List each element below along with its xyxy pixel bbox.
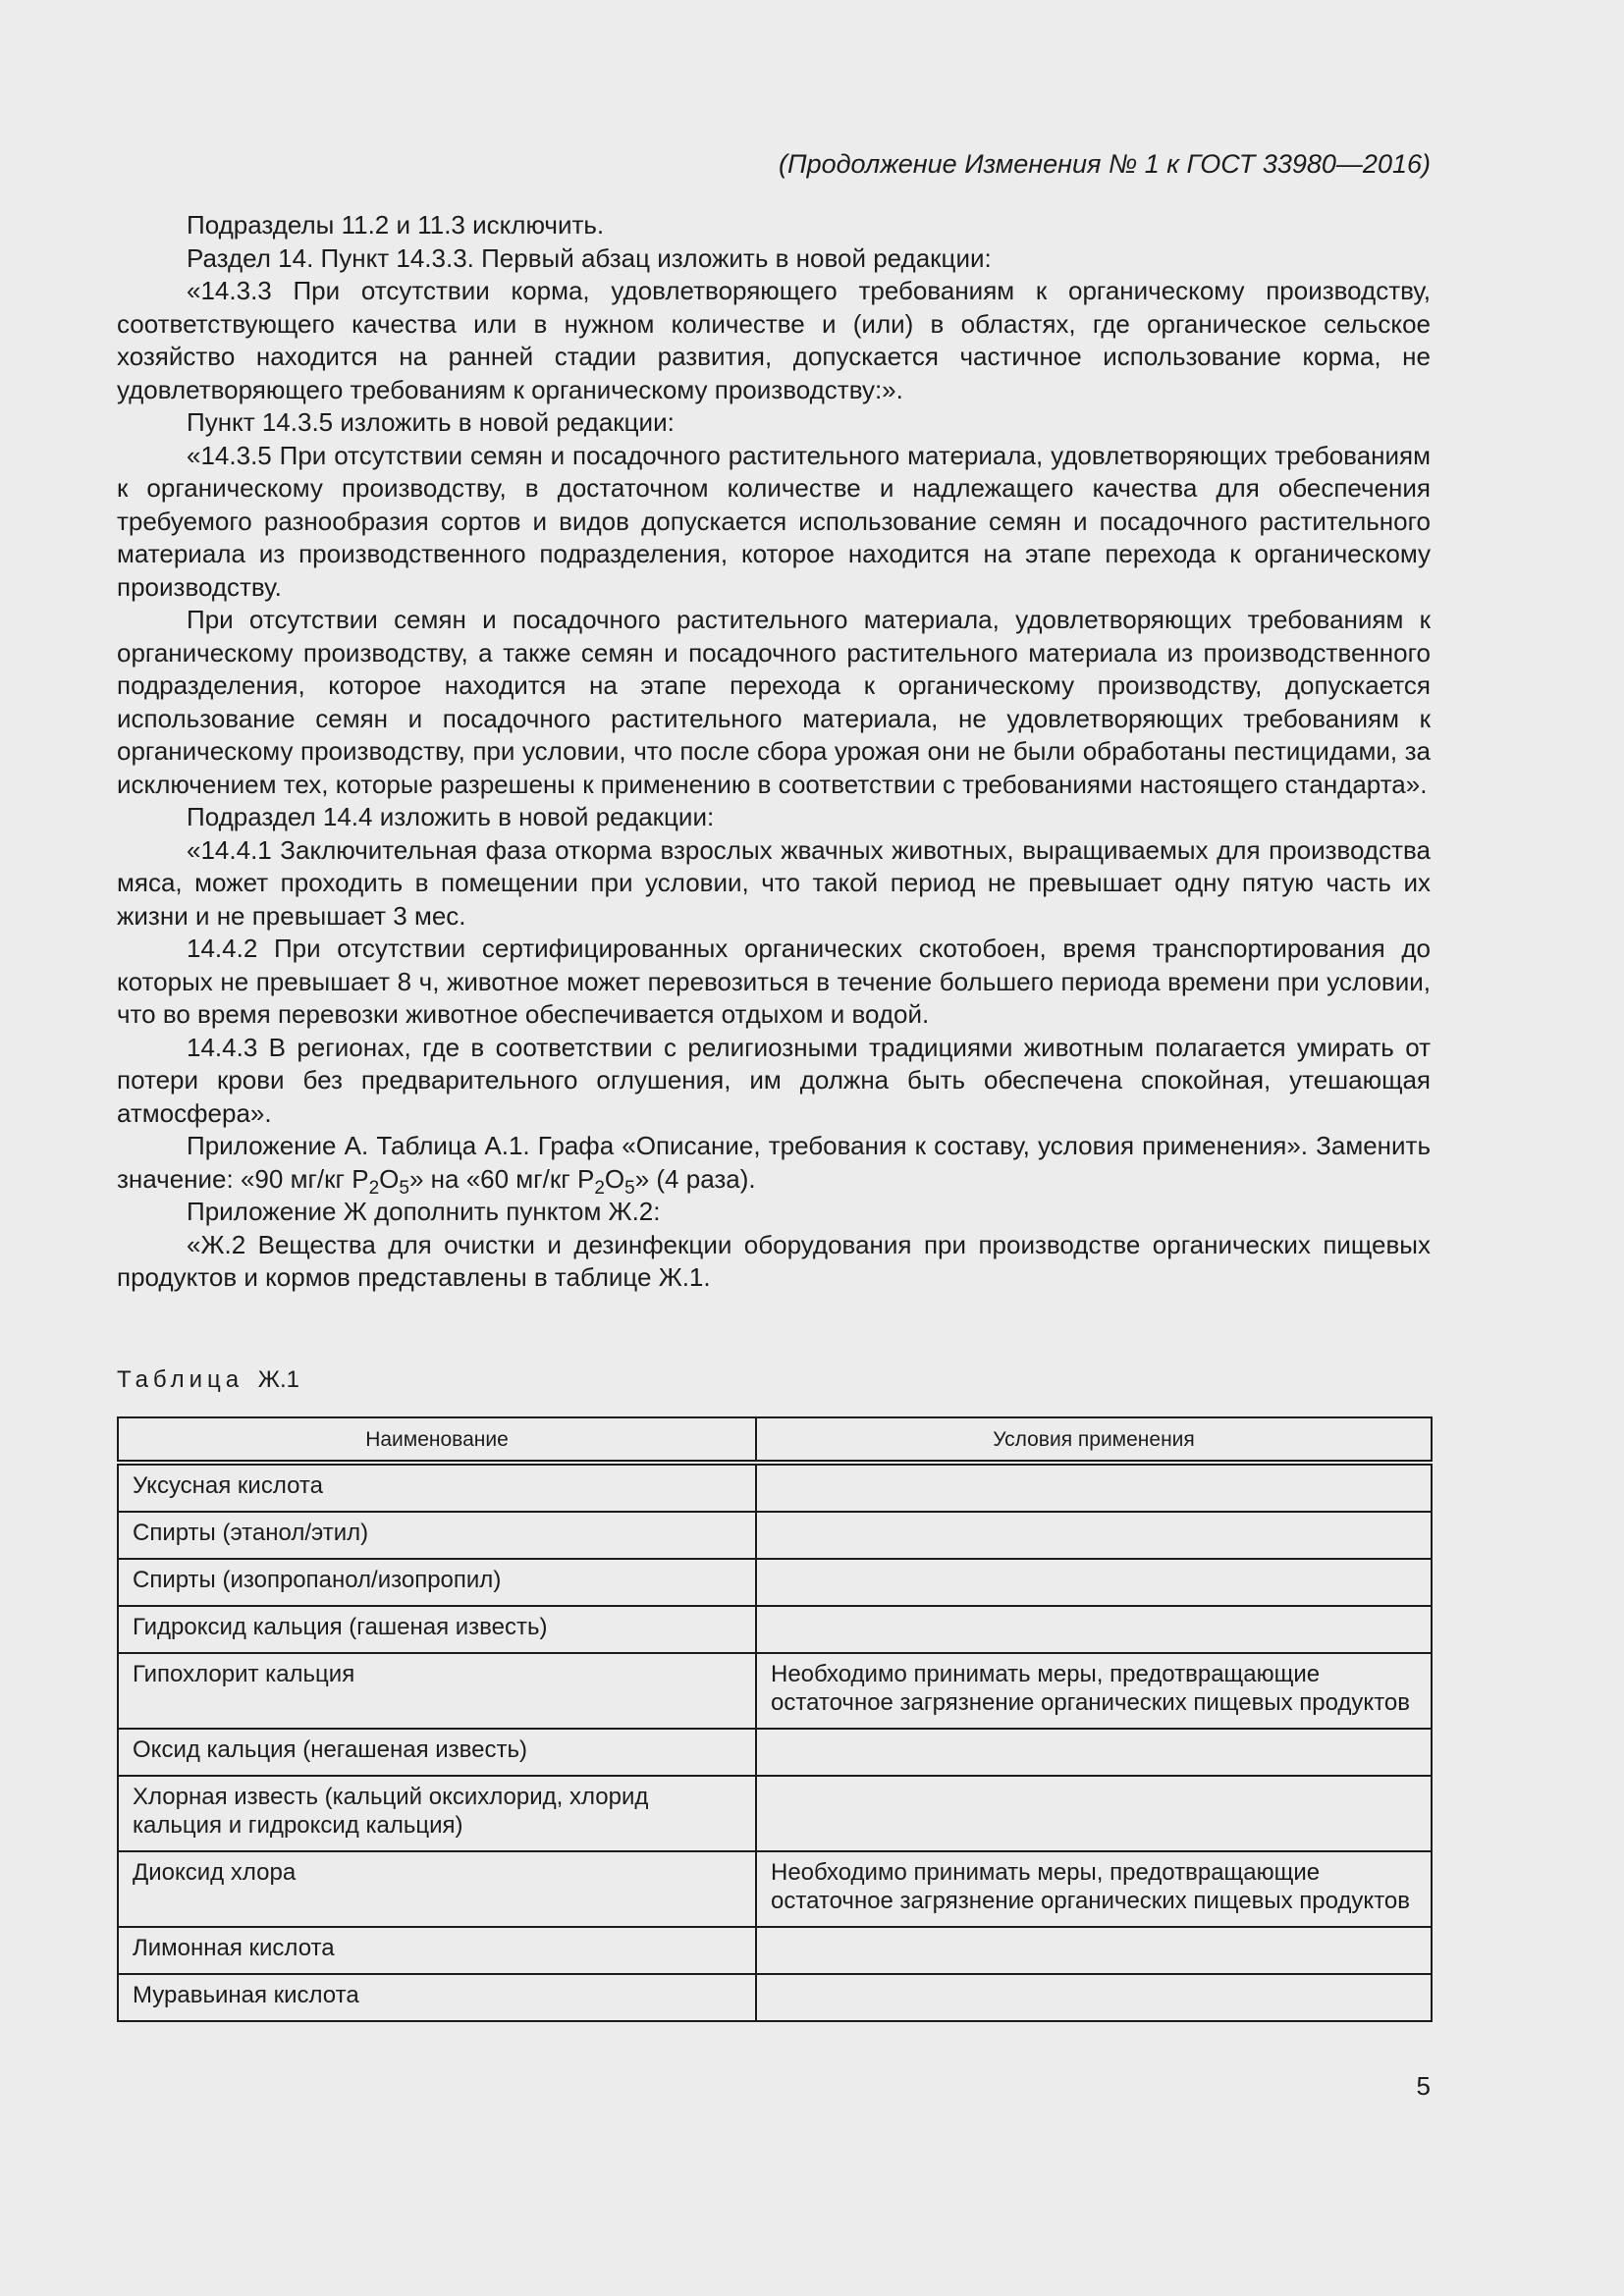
cell-name: Гипохлорит кальция <box>118 1653 756 1729</box>
cell-name: Диоксид хлора <box>118 1851 756 1927</box>
cell-conditions <box>756 1512 1432 1559</box>
paragraph: Подразделы 11.2 и 11.3 исключить. <box>187 210 605 240</box>
paragraph: При отсутствии семян и посадочного растительного материала, удовлетворяющих требованиям к органическому производству, а также семян и посадочного растительного материала из производственного подразделения, которое находится на этапе перехода к органическому производству, допускается использование семян и посадочного растительного материала, не удовлетворяющих требованиям к органическому производству, при условии, что после сбора урожая они не были обработаны пестицидами, за исключением тех, которые разрешены к применению в соответствии с требованиями настоящего стандарта». <box>117 605 1431 799</box>
subscript: 2 <box>594 1177 605 1199</box>
table-row <box>118 1851 1432 1927</box>
paragraph: «14.4.1 Заключительная фаза откорма взрослых жвачных животных, выращиваемых для производства мяса, может проходить в помещении при условии, что такой период не превышает одну пятую часть их жизни и не превышает 3 мес. <box>117 834 1431 931</box>
cell-name: Гидроксид кальция (гашеная известь) <box>118 1606 756 1653</box>
page-header: (Продолжение Изменения № 1 к ГОСТ 33980—2016) <box>779 149 1431 179</box>
cell-name: Оксид кальция (негашеная известь) <box>118 1729 756 1776</box>
cell-conditions <box>756 1463 1432 1512</box>
paragraph: Раздел 14. Пункт 14.3.3. Первый абзац изложить в новой редакции: <box>187 242 992 273</box>
table-row <box>118 1559 1432 1606</box>
subscript: 2 <box>368 1177 380 1199</box>
document-body <box>117 209 1431 1295</box>
paragraph: Пункт 14.3.5 изложить в новой редакции: <box>187 407 675 437</box>
table-row <box>118 1729 1432 1776</box>
cell-name: Муравьиная кислота <box>118 1974 756 2021</box>
table-header-row <box>118 1417 1432 1463</box>
cell-name: Хлорная известь (кальций оксихлорид, хлорид кальция и гидроксид кальция) <box>118 1776 756 1851</box>
cell-name: Спирты (этанол/этил) <box>118 1512 756 1559</box>
paragraph: Подраздел 14.4 изложить в новой редакции: <box>187 802 715 831</box>
paragraph: Приложение Ж дополнить пунктом Ж.2: <box>187 1197 661 1226</box>
paragraph: «14.3.5 При отсутствии семян и посадочного растительного материала, удовлетворяющих требованиям к органическому производству, в достаточном количестве и надлежащего качества для обеспечения требуемого разнообразия сортов и видов допускается использование семян и посадочного растительного материала из производственного подразделения, которое находится на этапе перехода к органическому производству. <box>117 440 1431 602</box>
table-caption <box>117 1364 299 1396</box>
column-header-conditions: Условия применения <box>756 1417 1432 1463</box>
cell-conditions <box>756 1606 1432 1653</box>
paragraph: «Ж.2 Вещества для очистки и дезинфекции оборудования при производстве органических пищевых продуктов и кормов представлены в таблице Ж.1. <box>117 1229 1431 1292</box>
text-run: O <box>379 1163 400 1194</box>
table-row <box>118 1776 1432 1851</box>
text-run: O <box>604 1163 625 1194</box>
cell-conditions <box>756 1729 1432 1776</box>
cell-name: Уксусная кислота <box>118 1463 756 1512</box>
paragraph: 14.4.2 При отсутствии сертифицированных органических скотобоен, время транспортирования до которых не превышает 8 ч, животное может перевозиться в течение большего периода времени при условии, что во время перевозки животное обеспечивается отдыхом и водой. <box>117 934 1431 1029</box>
cell-conditions <box>756 1559 1432 1606</box>
table-caption-id: Ж.1 <box>257 1366 299 1393</box>
cell-conditions <box>756 1974 1432 2021</box>
table-row <box>118 1653 1432 1729</box>
substances-table <box>117 1416 1433 2022</box>
subscript: 5 <box>399 1177 409 1199</box>
table-row <box>118 1463 1432 1512</box>
table-row <box>118 1606 1432 1653</box>
text-run: » на «60 мг/кг P <box>408 1163 595 1194</box>
table-caption-word: Таблица <box>117 1366 244 1393</box>
cell-conditions: Необходимо принимать меры, предотвращающие остаточное загрязнение органических пищевых продуктов <box>756 1851 1432 1927</box>
cell-name: Лимонная кислота <box>118 1927 756 1974</box>
cell-conditions <box>756 1927 1432 1974</box>
text-run: Приложение А. Таблица А.1. Графа «Описание, требования к составу, условия применения». Заменить значение: «90 мг/кг P <box>117 1131 1431 1194</box>
cell-name: Спирты (изопропанол/изопропил) <box>118 1559 756 1606</box>
cell-conditions: Необходимо принимать меры, предотвращающие остаточное загрязнение органических пищевых продуктов <box>756 1653 1432 1729</box>
table-row <box>118 1927 1432 1974</box>
subscript: 5 <box>624 1177 635 1199</box>
paragraph-formula <box>117 1130 1431 1199</box>
page-number: 5 <box>1416 2071 1431 2101</box>
paragraph: 14.4.3 В регионах, где в соответствии с религиозными традициями животным полагается умирать от потери крови без предварительного оглушения, им должна быть обеспечена спокойная, утешающая атмосфера». <box>117 1032 1431 1128</box>
paragraph: «14.3.3 При отсутствии корма, удовлетворяющего требованиям к органическому производству, соответствующего качества или в нужном количестве и (или) в областях, где органическое сельское хозяйство находится на ранней стадии развития, допускается частичное использование корма, не удовлетворяющего требованиям к органическому производству:». <box>117 276 1431 404</box>
column-header-name: Наименование <box>118 1417 756 1463</box>
table-row <box>118 1512 1432 1559</box>
table-row <box>118 1974 1432 2021</box>
cell-conditions <box>756 1776 1432 1851</box>
text-run: » (4 раза). <box>634 1163 756 1194</box>
